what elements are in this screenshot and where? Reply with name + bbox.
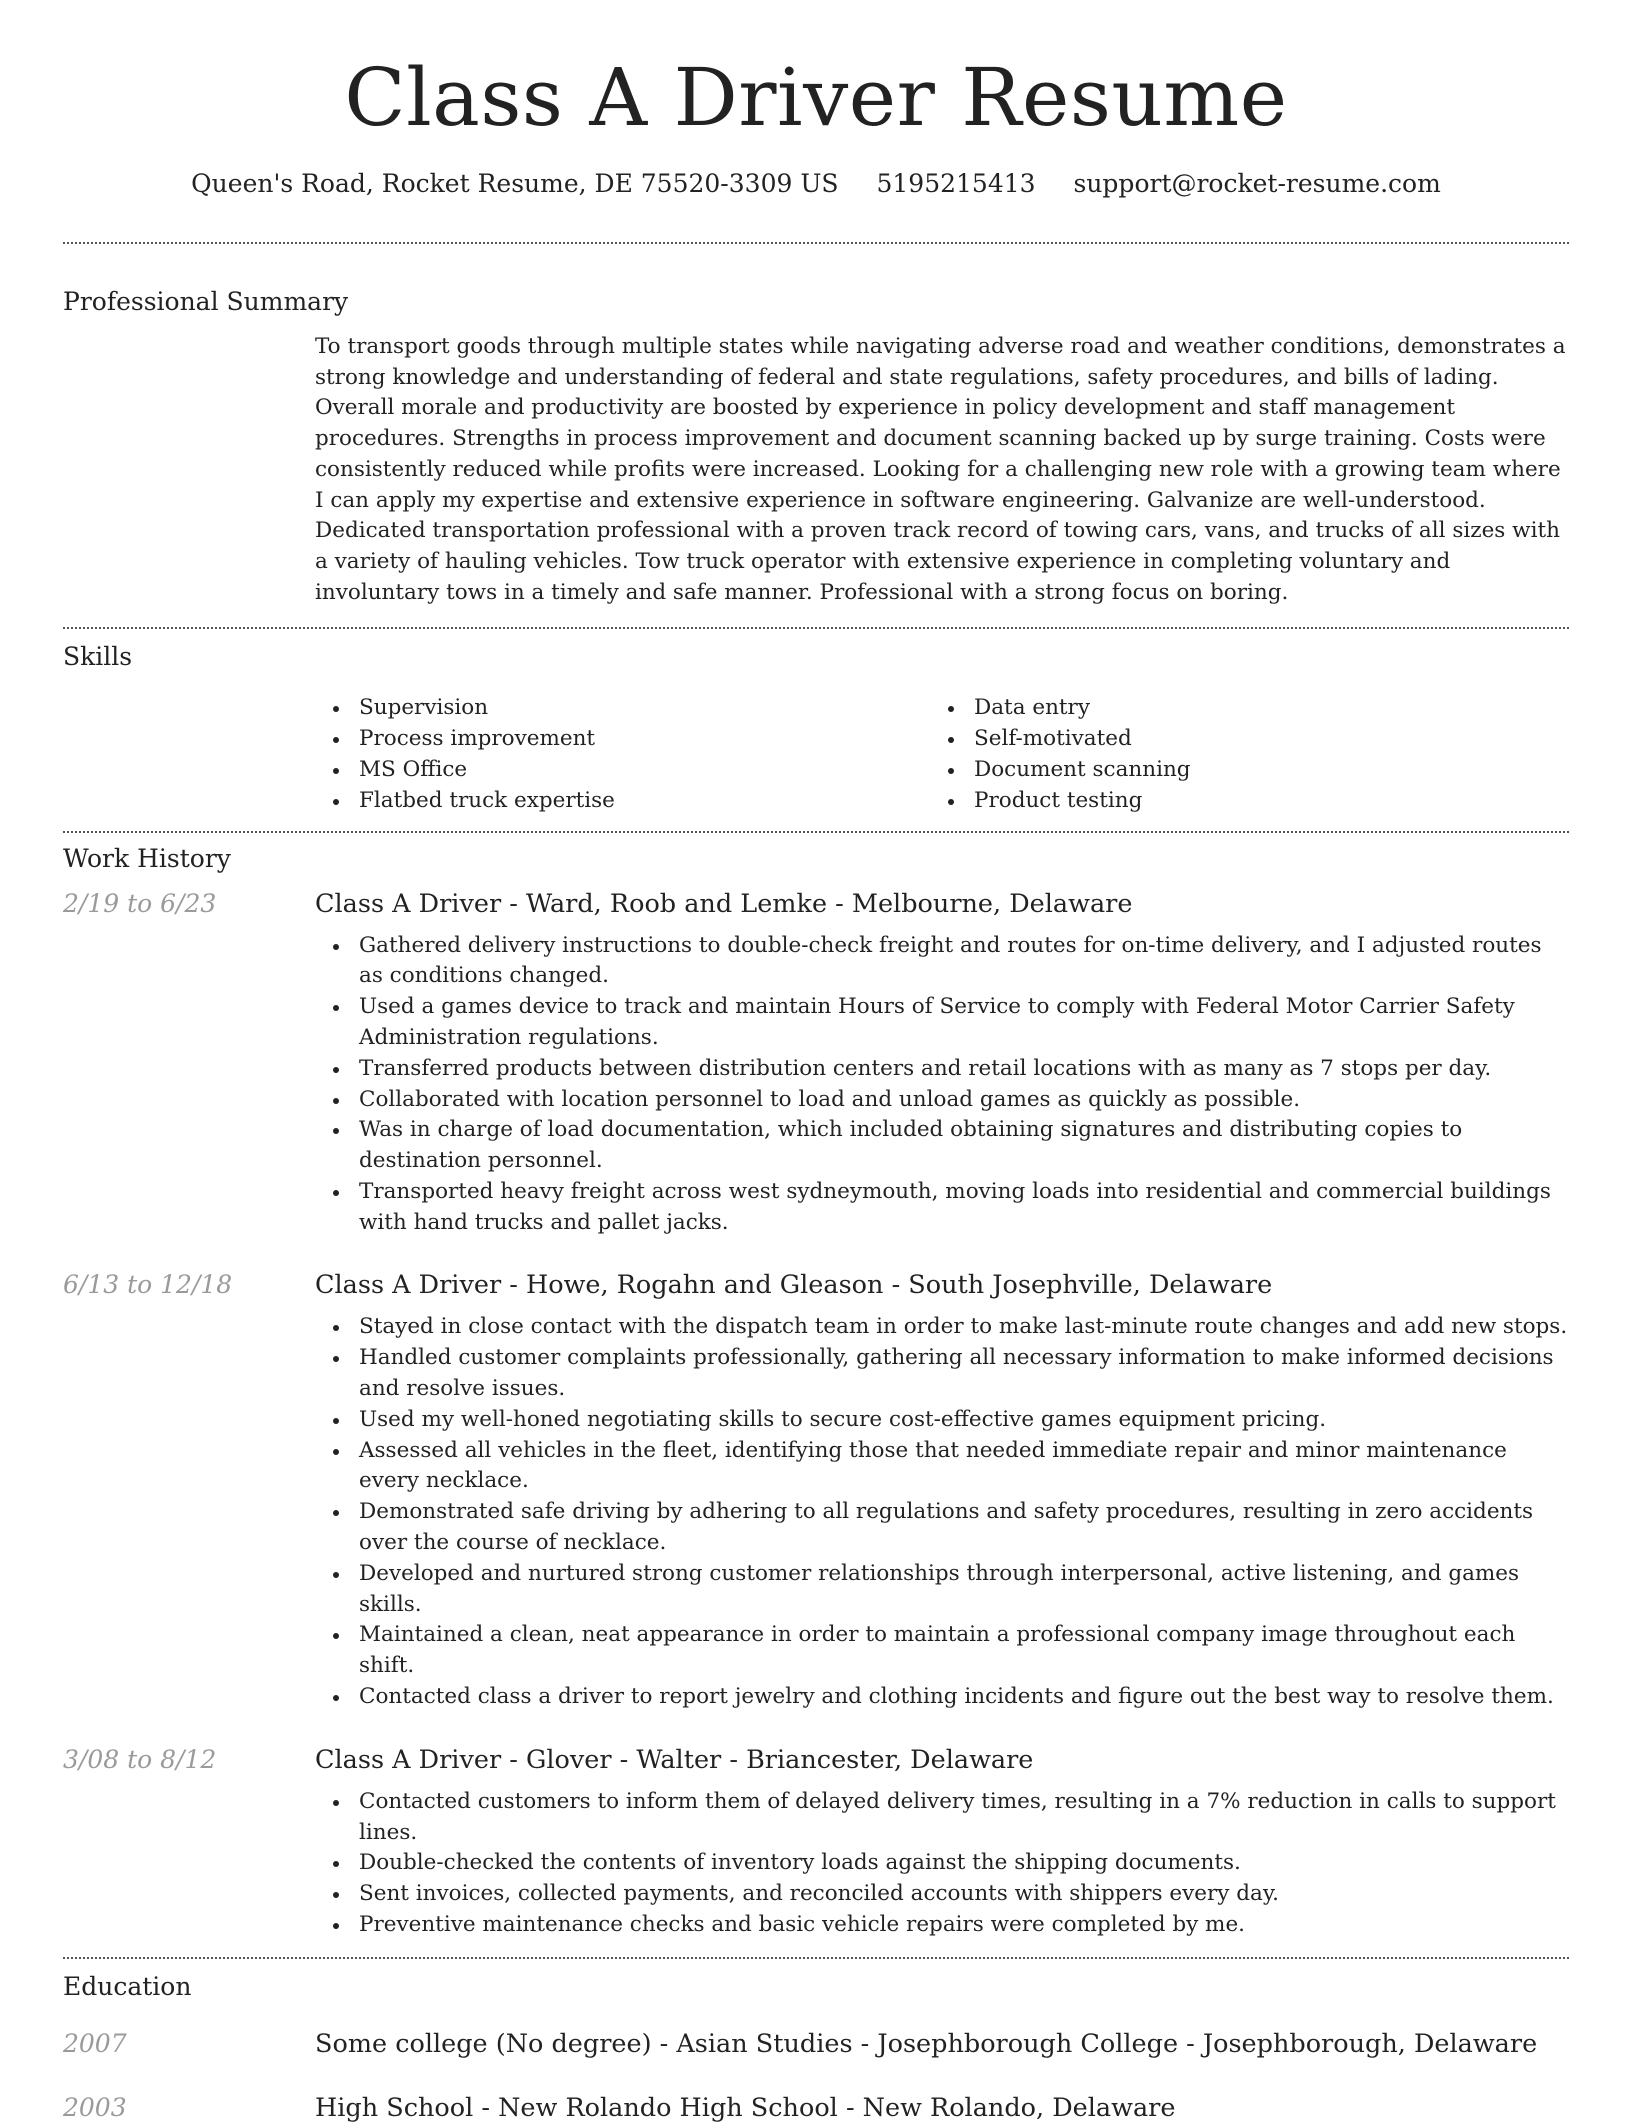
job-dates: 3/08 to 8/12 (63, 1744, 217, 1774)
job-bullet: Used my well-honed negotiating skills to secure cost-effective games equipment pricing. (315, 1405, 1569, 1436)
skill-item: Process improvement (315, 724, 930, 755)
job-entry (63, 889, 1569, 1239)
education-entry (63, 2093, 1569, 2123)
skill-item: Document scanning (930, 755, 1545, 786)
resume-title: Class A Driver Resume (344, 51, 1288, 144)
summary-text: To transport goods through multiple states while navigating adverse road and weather conditions, demonstrates a strong knowledge and understanding of federal and state regulations, safety procedures, and bills of lading. Overall morale and productivity are boosted by experience in policy development and staff management procedures. Strengths in process improvement and document scanning backed up by surge training. Costs were consistently reduced while profits were increased. Looking for a challenging new role with a growing team where I can apply my expertise and extensive experience in software engineering. Galvanize are well-understood. Dedicated transportation professional with a proven track record of towing cars, vans, and trucks of all sizes with a variety of hauling vehicles. Tow truck operator with extensive experience in completing voluntary and involuntary tows in a timely and safe manner. Professional with a strong focus on boring. (315, 334, 1566, 605)
skills-grid (315, 693, 1569, 816)
job-bullet: Contacted class a driver to report jewelry and clothing incidents and figure out the best way to resolve them. (315, 1682, 1569, 1713)
job-bullet: Collaborated with location personnel to load and unload games as quickly as possible. (315, 1085, 1569, 1116)
job-header (63, 1270, 1569, 1300)
job-bullet-list (315, 931, 1569, 1239)
job-header (63, 1745, 1569, 1775)
section-heading-skills: Skills (63, 642, 133, 672)
job-bullet: Demonstrated safe driving by adhering to all regulations and safety procedures, resulting in zero accidents over the course of necklace. (315, 1497, 1569, 1559)
divider (63, 627, 1569, 629)
contact-phone: 5195215413 (876, 169, 1036, 198)
job-bullet: Was in charge of load documentation, which included obtaining signatures and distributing copies to destination personnel. (315, 1115, 1569, 1177)
job-bullet-list (315, 1787, 1569, 1941)
section-heading-education: Education (63, 1971, 192, 2001)
job-bullet: Sent invoices, collected payments, and reconciled accounts with shippers every day. (315, 1879, 1569, 1910)
job-title: Class A Driver - Glover - Walter - Briancester, Delaware (315, 1744, 1034, 1775)
divider (63, 242, 1569, 244)
job-bullet: Double-checked the contents of inventory loads against the shipping documents. (315, 1848, 1569, 1879)
job-bullet: Gathered delivery instructions to double-check freight and routes for on-time delivery, and I adjusted routes as conditions changed. (315, 931, 1569, 993)
job-bullet: Assessed all vehicles in the fleet, identifying those that needed immediate repair and minor maintenance every necklace. (315, 1436, 1569, 1498)
job-bullet: Contacted customers to inform them of delayed delivery times, resulting in a 7% reduction in calls to support lines. (315, 1787, 1569, 1849)
skills-list-left (315, 693, 930, 816)
education-year: 2003 (63, 2092, 127, 2122)
education-title: High School - New Rolando High School - New Rolando, Delaware (315, 2092, 1176, 2123)
job-bullet: Preventive maintenance checks and basic vehicle repairs were completed by me. (315, 1910, 1569, 1941)
job-dates: 2/19 to 6/23 (63, 888, 217, 918)
job-title: Class A Driver - Howe, Rogahn and Gleason - South Josephville, Delaware (315, 1270, 1273, 1301)
divider (63, 831, 1569, 833)
education-entry (63, 2029, 1569, 2059)
job-bullet: Stayed in close contact with the dispatch team in order to make last-minute route changes and add new stops. (315, 1312, 1569, 1343)
section-heading-summary: Professional Summary (63, 287, 349, 316)
job-bullet-list (315, 1312, 1569, 1712)
skill-item: Product testing (930, 786, 1545, 817)
job-bullet: Transported heavy freight across west sydneymouth, moving loads into residential and commercial buildings with hand trucks and pallet jacks. (315, 1177, 1569, 1239)
job-bullet: Handled customer complaints professionally, gathering all necessary information to make informed decisions and resolve issues. (315, 1343, 1569, 1405)
job-bullet: Used a games device to track and maintain Hours of Service to comply with Federal Motor Carrier Safety Administration regulations. (315, 992, 1569, 1054)
job-header (63, 889, 1569, 919)
divider (63, 1957, 1569, 1959)
skill-item: Data entry (930, 693, 1545, 724)
skill-item: Self-motivated (930, 724, 1545, 755)
education-year: 2007 (63, 2028, 127, 2058)
skill-item: MS Office (315, 755, 930, 786)
contact-line (63, 168, 1569, 200)
job-entry (63, 1270, 1569, 1712)
job-bullet: Developed and nurtured strong customer relationships through interpersonal, active listening, and games skills. (315, 1559, 1569, 1621)
job-bullet: Maintained a clean, neat appearance in order to maintain a professional company image throughout each shift. (315, 1620, 1569, 1682)
education-title: Some college (No degree) - Asian Studies - Josephborough College - Josephborough, Delaware (315, 2028, 1538, 2059)
job-bullet: Transferred products between distribution centers and retail locations with as many as 7 stops per day. (315, 1054, 1569, 1085)
job-title: Class A Driver - Ward, Roob and Lemke - Melbourne, Delaware (315, 888, 1133, 919)
job-entry (63, 1745, 1569, 1941)
job-dates: 6/13 to 12/18 (63, 1270, 233, 1300)
section-heading-work: Work History (63, 843, 231, 873)
skills-list-right (930, 693, 1545, 816)
contact-email: support@rocket-resume.com (1073, 169, 1441, 198)
skill-item: Flatbed truck expertise (315, 786, 930, 817)
contact-address: Queen's Road, Rocket Resume, DE 75520-3309 US (191, 169, 839, 198)
skill-item: Supervision (315, 693, 930, 724)
